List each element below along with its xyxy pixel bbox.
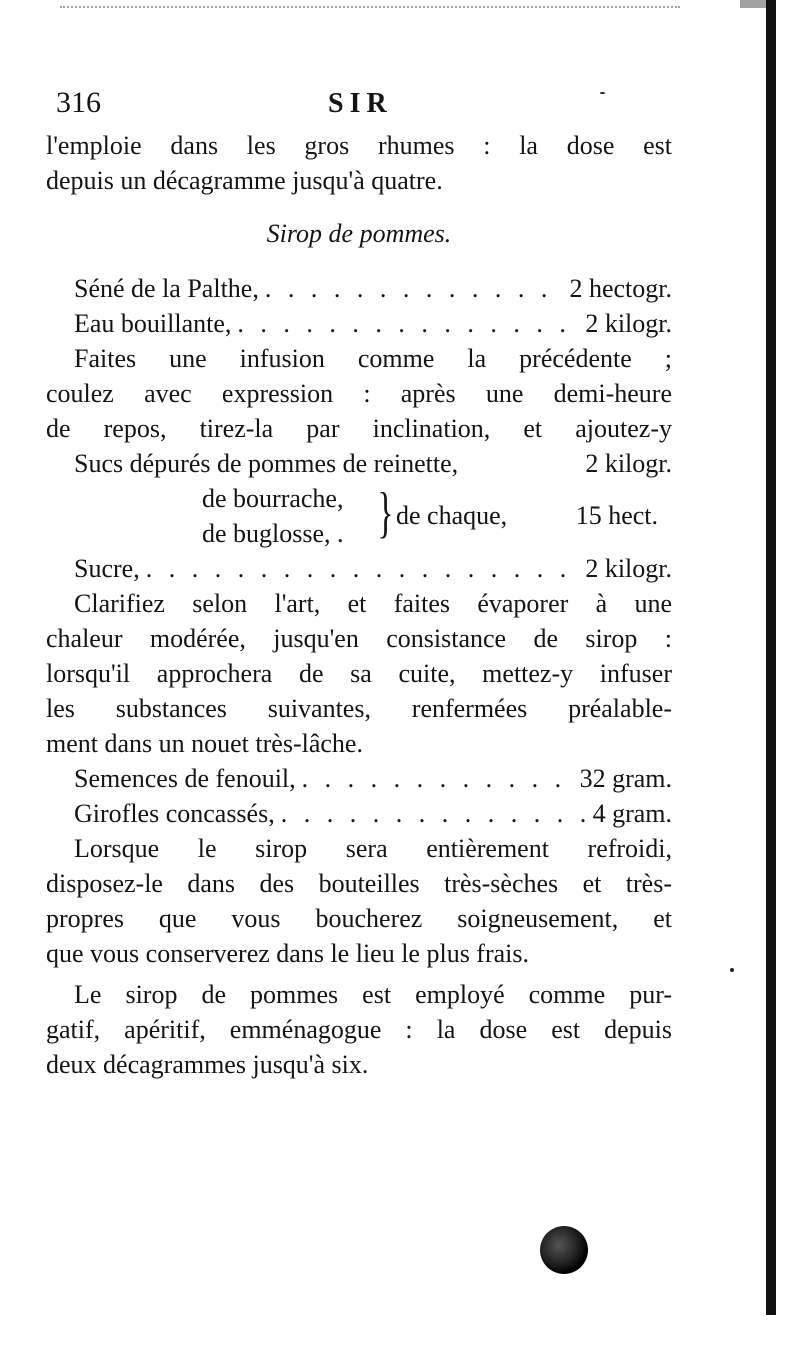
ingredient-qty: 4 gram. [592,799,672,828]
ingredient-row [46,551,672,586]
ingredient-label: Séné de la Palthe, [74,274,259,303]
page-header [56,86,676,126]
page-top-edge [60,0,680,8]
ingredient-qty: 2 hectogr. [569,274,672,303]
text-line: Lorsque le sirop sera entièrement refroidi, [74,834,672,863]
text-line: lorsqu'il approchera de sa cuite, mettez-y infuser [46,659,672,688]
text-line: Le sirop de pommes est employé comme pur- [74,980,672,1009]
page-body [46,128,672,1082]
ingredient-label: Sucre, [74,554,140,583]
text-line: Clarifiez selon l'art, et faites évaporer à une [74,589,672,618]
leader-dots [265,271,564,306]
text-line: coulez avec expression : après une demi-heure [46,379,672,408]
text-line: chaleur modérée, jusqu'en consistance de sirop : [46,624,672,653]
ingredient-qty: 32 gram. [579,764,672,793]
ingredient-label: Eau bouillante, [74,309,232,338]
text-line: que vous conserverez dans le lieu le plus frais. [46,939,530,968]
ingredient-row [46,306,672,341]
ingredient-row [46,761,672,796]
ingredient-qty: 2 kilogr. [585,449,672,478]
ingredient-qty: 15 hect. [575,501,658,530]
leader-dots [146,551,580,586]
bracketed-ingredients [46,481,672,551]
text-line: l'emploie dans les gros rhumes : la dose est [46,131,672,160]
leader-dots [237,306,579,341]
text-line: gatif, apéritif, emménagogue : la dose est depuis [46,1015,672,1044]
group-each-label: de chaque, [396,501,508,530]
text-line: les substances suivantes, renfermées préalable- [46,694,672,723]
ink-stamp-mark [540,1226,588,1274]
leader-dots [302,761,574,796]
text-line: propres que vous boucherez soigneusement, et [46,904,672,933]
brace-glyph: } [377,482,394,544]
text-line: disposez-le dans des bouteilles très-sèches et très- [46,869,672,898]
ingredient-qty: 2 kilogr. [585,554,672,583]
ingredient-label: Semences de fenouil, [74,764,296,793]
text-line: de repos, tirez-la par inclination, et ajoutez-y [46,414,672,443]
text-line: Faites une infusion comme la précédente ; [74,344,672,373]
text-line: ment dans un nouet très-lâche. [46,729,363,758]
page-number: 316 [56,86,101,119]
running-head: SIR [328,88,393,119]
ingredient-qty: 2 kilogr. [585,309,672,338]
ingredient-row [46,446,672,481]
ink-speck [600,92,605,94]
text-line: deux décagrammes jusqu'à six. [46,1050,369,1079]
ingredient-row [46,271,672,306]
ingredient-label: Sucs dépurés de pommes de reinette, [74,449,459,478]
text-line: depuis un décagramme jusqu'à quatre. [46,166,443,195]
ingredient-row [46,796,672,831]
leader-dots [281,796,587,831]
ink-speck [730,968,734,972]
ingredient-label: Girofles concassés, [74,799,275,828]
ingredient-label: de buglosse, . [202,519,344,548]
ingredient-label: de bourrache, [202,484,344,513]
page-binding-edge [766,0,776,1315]
section-heading: Sirop de pommes. [266,219,452,248]
